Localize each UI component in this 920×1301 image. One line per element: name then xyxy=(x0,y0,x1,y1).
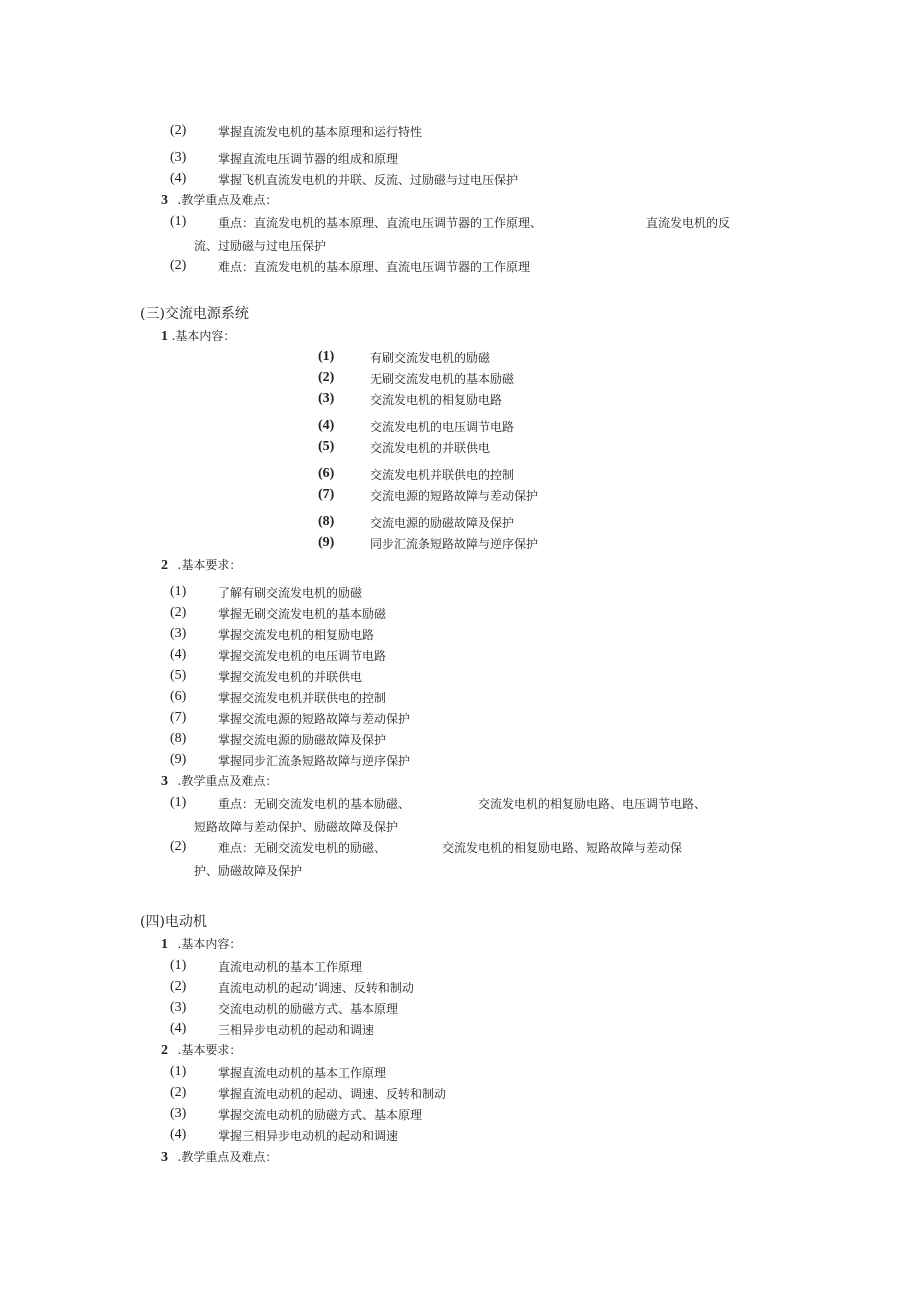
item-number: (2) xyxy=(170,1085,187,1100)
item-text-continued: 交流发电机的相复励电路、短路故障与差动保 xyxy=(442,841,683,855)
item-number: (1) xyxy=(170,214,187,229)
item-text: 交流电源的短路故障与差动保护 xyxy=(370,489,539,503)
item-text: 掌握交流发电机的并联供电 xyxy=(218,670,363,684)
item-text: 掌握交流电源的短路故障与差动保护 xyxy=(218,712,411,726)
item-number: (1) xyxy=(170,795,187,810)
section-title: (三)交流电源系统 xyxy=(140,306,249,322)
item-text: 重点：直流发电机的基本原理、直流电压调节器的工作原理、 xyxy=(218,216,543,230)
key-points-heading xyxy=(161,773,277,790)
item-text: 交流电动机的励磁方式、基本原理 xyxy=(218,1002,399,1016)
item-number: (3) xyxy=(170,150,187,165)
item-text: 无刷交流发电机的基本励磁 xyxy=(370,372,515,386)
item-text: 掌握交流电动机的励磁方式、基本原理 xyxy=(218,1108,423,1122)
item-number: (3) xyxy=(318,391,335,406)
item-text: 掌握交流发电机并联供电的控制 xyxy=(218,691,387,705)
item-number: (2) xyxy=(170,605,187,620)
item-text: 掌握直流电压调节器的组成和原理 xyxy=(218,152,399,166)
item-text: 掌握三相异步电动机的起动和调速 xyxy=(218,1129,399,1143)
item-text: 掌握交流电源的励磁故障及保护 xyxy=(218,733,387,747)
item-text: 掌握飞机直流发电机的并联、反流、过励磁与过电压保护 xyxy=(218,173,519,187)
item-text: 交流发电机的并联供电 xyxy=(370,441,491,455)
item-text: 掌握直流发电机的基本原理和运行特性 xyxy=(218,125,423,139)
item-text: 有刷交流发电机的励磁 xyxy=(370,351,491,365)
item-number: (9) xyxy=(318,535,335,550)
heading-number: 1 xyxy=(161,937,168,952)
heading-number: 3 xyxy=(161,193,168,208)
item-number: (4) xyxy=(170,171,187,186)
heading-label: .基本内容： xyxy=(177,937,242,951)
item-number: (3) xyxy=(170,626,187,641)
content-heading xyxy=(161,328,235,345)
item-text-wrap: 流、过励磁与过电压保护 xyxy=(194,239,327,253)
item-text: 交流电源的励磁故障及保护 xyxy=(370,516,515,530)
item-number: (7) xyxy=(318,487,335,502)
item-text-continued: 交流发电机的相复励电路、电压调节电路、 xyxy=(478,797,707,811)
item-number: (4) xyxy=(170,1127,187,1142)
item-number: (5) xyxy=(170,668,187,683)
item-number: (7) xyxy=(170,710,187,725)
key-points-heading xyxy=(161,192,277,209)
item-number: (5) xyxy=(318,439,335,454)
heading-number: 3 xyxy=(161,1150,168,1165)
item-number: (6) xyxy=(170,689,187,704)
item-number: (3) xyxy=(170,1106,187,1121)
item-number: (1) xyxy=(170,958,187,973)
heading-label: .教学重点及难点： xyxy=(177,1150,278,1164)
item-text: 掌握交流发电机的相复励电路 xyxy=(218,628,375,642)
item-text: 掌握交流发电机的电压调节电路 xyxy=(218,649,387,663)
item-text: 难点：无刷交流发电机的励磁、 xyxy=(218,841,387,855)
item-number: (4) xyxy=(318,418,335,433)
heading-label: .基本要求： xyxy=(177,1043,242,1057)
heading-label: .教学重点及难点： xyxy=(177,193,278,207)
heading-number: 1 xyxy=(161,329,168,344)
item-number: (1) xyxy=(170,584,187,599)
item-text: 了解有刷交流发电机的励磁 xyxy=(218,586,363,600)
item-text: 同步汇流条短路故障与逆序保护 xyxy=(370,537,539,551)
section-title: (四)电动机 xyxy=(140,914,207,930)
heading-number: 2 xyxy=(161,1043,168,1058)
item-text: 难点：直流发电机的基本原理、直流电压调节器的工作原理 xyxy=(218,260,531,274)
item-number: (1) xyxy=(318,349,335,364)
item-text: 重点：无刷交流发电机的基本励磁、 xyxy=(218,797,411,811)
item-number: (1) xyxy=(170,1064,187,1079)
item-text-wrap: 短路故障与差动保护、励磁故障及保护 xyxy=(194,820,399,834)
item-text: 三相异步电动机的起动和调速 xyxy=(218,1023,375,1037)
item-number: (3) xyxy=(170,1000,187,1015)
heading-label: .教学重点及难点： xyxy=(177,774,278,788)
item-text: 掌握直流电动机的基本工作原理 xyxy=(218,1066,387,1080)
heading-label: .基本要求： xyxy=(177,558,242,572)
item-text: 直流电动机的基本工作原理 xyxy=(218,960,363,974)
item-number: (6) xyxy=(318,466,335,481)
heading-label: .基本内容： xyxy=(171,329,236,343)
item-number: (8) xyxy=(318,514,335,529)
item-number: (2) xyxy=(170,258,187,273)
item-number: (2) xyxy=(170,123,187,138)
item-number: (2) xyxy=(170,979,187,994)
item-number: (8) xyxy=(170,731,187,746)
item-text: 交流发电机的电压调节电路 xyxy=(370,420,515,434)
heading-number: 3 xyxy=(161,774,168,789)
item-text-wrap: 护、励磁故障及保护 xyxy=(194,864,303,878)
content-heading xyxy=(161,936,241,953)
item-text-continued: 直流发电机的反 xyxy=(646,216,731,230)
requirements-heading xyxy=(161,1042,241,1059)
key-points-heading xyxy=(161,1149,277,1166)
item-text: 掌握直流电动机的起动、调速、反转和制动 xyxy=(218,1087,447,1101)
requirements-heading xyxy=(161,557,241,574)
item-text: 交流发电机的相复励电路 xyxy=(370,393,503,407)
item-text: 掌握同步汇流条短路故障与逆序保护 xyxy=(218,754,411,768)
item-text: 直流电动机的起动’调速、反转和制动 xyxy=(218,981,414,995)
item-text: 交流发电机并联供电的控制 xyxy=(370,468,515,482)
heading-number: 2 xyxy=(161,558,168,573)
item-number: (4) xyxy=(170,1021,187,1036)
item-number: (4) xyxy=(170,647,187,662)
item-text: 掌握无刷交流发电机的基本励磁 xyxy=(218,607,387,621)
item-number: (9) xyxy=(170,752,187,767)
item-number: (2) xyxy=(170,839,187,854)
item-number: (2) xyxy=(318,370,335,385)
